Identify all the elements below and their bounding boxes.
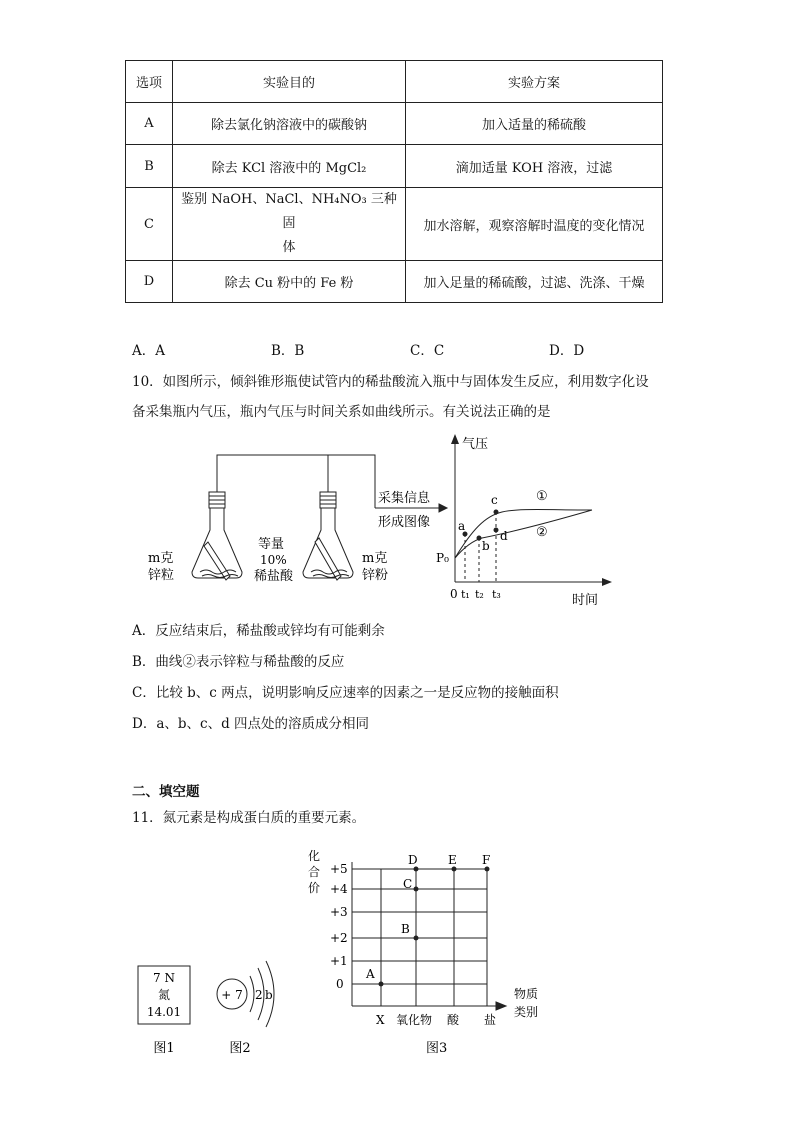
- q10-option-d: D．a、b、c、d 四点处的溶质成分相同: [132, 716, 370, 732]
- label-d: d: [500, 529, 508, 543]
- table-row: [126, 145, 663, 188]
- atom-structure: [217, 961, 274, 1056]
- point-label-e: E: [448, 853, 457, 867]
- curve-label-2: ②: [536, 525, 548, 540]
- fig3-ytick: +2: [330, 931, 348, 945]
- q10-option-a: A．反应结束后，稀盐酸或锌均有可能剩余: [132, 623, 385, 639]
- nucleus-charge: + 7: [221, 988, 243, 1002]
- fig3-ytick: +5: [330, 862, 348, 876]
- choice-a: A．A: [132, 343, 165, 359]
- q10-option-c: C．比较 b、c 两点，说明影响反应速率的因素之一是反应物的接触面积: [132, 685, 559, 701]
- point-label-c: C: [403, 877, 413, 891]
- point-label-b: B: [401, 922, 410, 936]
- row-plan: 加入适量的稀硫酸: [406, 103, 663, 145]
- element-card: [138, 966, 190, 1056]
- element-number-symbol: 7 N: [153, 971, 175, 985]
- tick-t3: t₃: [492, 588, 501, 601]
- label-b: b: [482, 539, 490, 553]
- curve-1: [455, 510, 592, 559]
- fig3-xlabel-2: 类别: [514, 1005, 539, 1019]
- experiment-table: [125, 60, 663, 303]
- fig3-ylabel-3: 价: [308, 881, 321, 895]
- q10-stem-line2: 备采集瓶内气压，瓶内气压与时间关系如曲线所示。有关说法正确的是: [132, 404, 551, 420]
- tick-t1: t₁: [461, 588, 470, 601]
- row-goal: 除去氯化钠溶液中的碳酸钠: [173, 103, 406, 145]
- shell-2-electrons: b: [265, 988, 273, 1002]
- label-a: a: [458, 519, 466, 533]
- point-d: [494, 528, 499, 533]
- mid-label-3: 稀盐酸: [254, 569, 294, 584]
- curve-label-1: ①: [536, 489, 548, 504]
- graph-p0: P₀: [436, 551, 449, 565]
- graph-xlabel: 时间: [572, 593, 599, 608]
- row-goal: [173, 188, 406, 261]
- graph-origin: 0: [450, 587, 458, 601]
- fig3-xlabel-1: 物质: [514, 987, 539, 1001]
- point-e: [452, 867, 457, 872]
- point-label-a: A: [366, 967, 375, 981]
- label-c: c: [491, 493, 498, 507]
- fig3-ytick: +4: [330, 882, 348, 896]
- q10-stem-line1: 10．如图所示，倾斜锥形瓶使试管内的稀盐酸流入瓶中与固体发生反应，利用数字化设: [132, 374, 649, 390]
- graph-ylabel: 气压: [462, 437, 489, 452]
- arrow-label-1: 采集信息: [378, 491, 431, 506]
- fig2-caption: 图2: [229, 1041, 251, 1056]
- mid-label-2: 10%: [260, 553, 287, 567]
- x-axis-arrow: [602, 578, 612, 586]
- row-option: D: [126, 261, 173, 303]
- row-plan: 滴加适量 KOH 溶液，过滤: [406, 145, 663, 188]
- fig3-ylabel-2: 合: [308, 865, 321, 879]
- header-plan: 实验方案: [406, 61, 663, 103]
- arrow-label-2: 形成图像: [378, 515, 431, 530]
- header-goal: 实验目的: [173, 61, 406, 103]
- right-label-2: 锌粉: [362, 568, 389, 583]
- fig3-ylabel-1: 化: [308, 849, 321, 863]
- row-goal: 除去 KCl 溶液中的 MgCl₂: [173, 145, 406, 188]
- valence-labels: [308, 849, 538, 1056]
- header-option: 选项: [126, 61, 173, 103]
- row-option: C: [126, 188, 173, 261]
- row-plan: 加水溶解，观察溶解时温度的变化情况: [406, 188, 663, 261]
- q11-stem: 11．氮元素是构成蛋白质的重要元素。: [132, 810, 366, 826]
- row-goal-line2: 体: [282, 240, 296, 255]
- element-name: 氮: [157, 988, 171, 1002]
- fig3-caption: 图3: [426, 1041, 448, 1056]
- left-label-1: m克: [148, 551, 174, 566]
- row-plan: 加入足量的稀硫酸，过滤、洗涤、干燥: [406, 261, 663, 303]
- q10-option-b: B．曲线②表示锌粒与稀盐酸的反应: [132, 654, 345, 670]
- table-row: [126, 188, 663, 261]
- point-b: [414, 936, 419, 941]
- fig1-caption: 图1: [153, 1041, 175, 1056]
- choice-c: C．C: [410, 343, 445, 359]
- fig3-xcat: 盐: [484, 1013, 497, 1027]
- q10-figure: [130, 430, 620, 610]
- row-option: B: [126, 145, 173, 188]
- point-label-d: D: [408, 853, 418, 867]
- left-label-2: 锌粒: [148, 568, 175, 583]
- row-option: A: [126, 103, 173, 145]
- shell-1-electrons: 2: [255, 988, 263, 1002]
- point-a: [379, 982, 384, 987]
- row-goal-line1: 鉴别 NaOH、NaCl、NH₄NO₃ 三种固: [181, 192, 397, 231]
- element-mass: 14.01: [146, 1005, 182, 1019]
- y-axis-arrow: [451, 434, 459, 444]
- valence-grid: [352, 862, 506, 1010]
- fig3-ytick: +1: [330, 954, 348, 968]
- point-label-f: F: [482, 853, 491, 867]
- right-label-1: m克: [362, 551, 388, 566]
- curve-2: [455, 510, 592, 558]
- pressure-graph: [436, 434, 612, 608]
- section-title: 二、填空题: [132, 784, 200, 800]
- point-b: [477, 536, 482, 541]
- valence-points: [379, 867, 490, 987]
- table-row: [126, 261, 663, 303]
- row-goal: 除去 Cu 粉中的 Fe 粉: [173, 261, 406, 303]
- point-f: [485, 867, 490, 872]
- choice-b: B．B: [271, 343, 305, 359]
- table-header-row: [126, 61, 663, 103]
- fig3-ytick: +3: [330, 905, 348, 919]
- tick-t2: t₂: [475, 588, 484, 601]
- point-c: [414, 887, 419, 892]
- fig3-xcat: X: [376, 1013, 385, 1027]
- fig3-ytick: 0: [336, 977, 344, 991]
- fig3-xcat: 酸: [447, 1013, 460, 1027]
- mid-label-1: 等量: [258, 537, 285, 552]
- point-c: [494, 510, 499, 515]
- point-d: [414, 867, 419, 872]
- table-row: [126, 103, 663, 145]
- q11-figures: [130, 838, 570, 1058]
- choice-d: D．D: [549, 343, 585, 359]
- fig3-xcat: 氧化物: [396, 1013, 433, 1027]
